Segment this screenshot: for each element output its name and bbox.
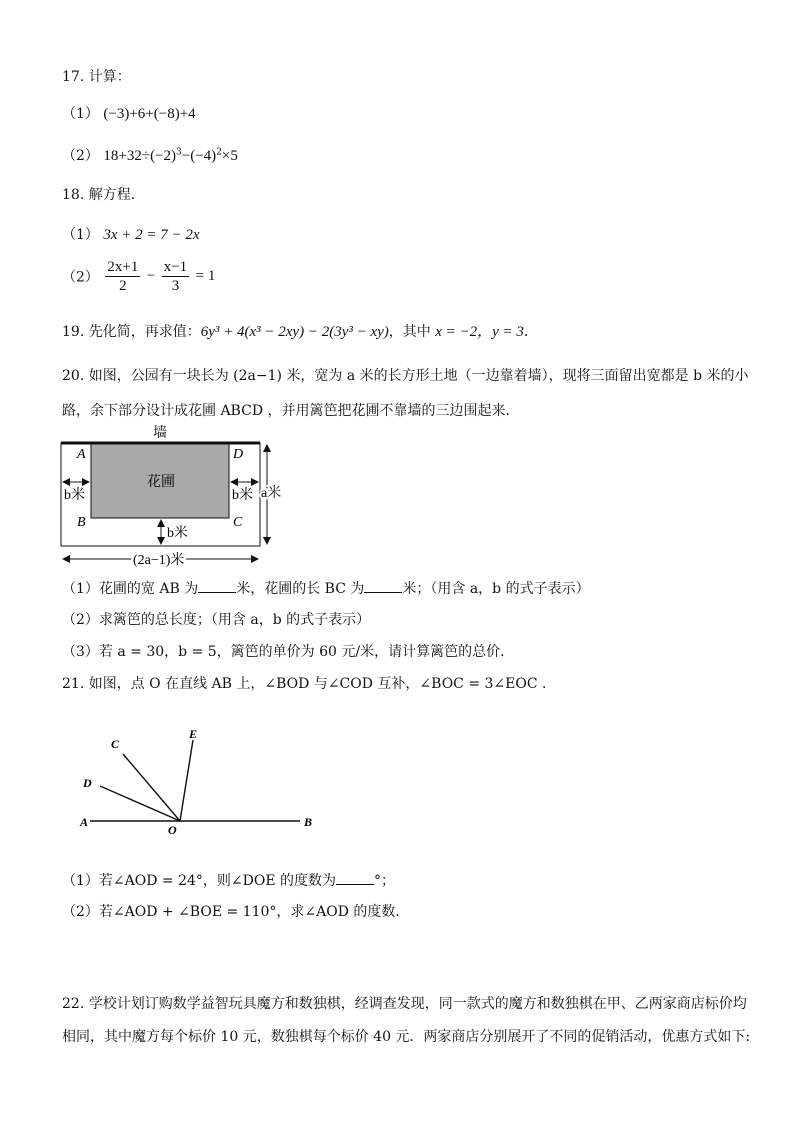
q19-text-a: 19. 先化简，再求值：: [62, 324, 201, 340]
right-width-label: b米: [232, 488, 253, 503]
q17-part1-label: （1）: [62, 106, 99, 122]
q18-fraction-1-denominator: 2: [119, 278, 127, 294]
q20-sub1-b: 米，花圃的长 BC 为: [236, 581, 365, 597]
q18-part1-label: （1）: [62, 227, 99, 243]
point-a-label: A: [80, 815, 89, 829]
answer-blank-ab[interactable]: [198, 580, 236, 593]
q19-text-b: ，其中: [388, 324, 431, 340]
q21-sub1: [62, 870, 395, 890]
point-c-label: C: [111, 737, 120, 751]
q17-header: 17. 计算：: [62, 69, 131, 85]
ray-od: [100, 786, 180, 821]
q18-part1-expr: 3x + 2 = 7 − 2x: [103, 227, 200, 243]
point-d-label: D: [83, 776, 92, 790]
left-width-label: b米: [64, 488, 85, 503]
q18-fraction-2: [162, 258, 189, 295]
q18-fraction-1-numerator: 2x+1: [107, 259, 139, 275]
q21-angle-figure: [70, 720, 330, 840]
q17-part1: [62, 103, 196, 123]
q17-part2: [62, 145, 238, 165]
answer-blank-doe[interactable]: [336, 872, 374, 885]
q21-sub1-a: （1）若∠AOD = 24°，则∠DOE 的度数为: [62, 873, 336, 889]
length-label: (2a−1)米: [133, 553, 185, 568]
ray-oc: [123, 754, 180, 821]
q18-part2-label: （2）: [62, 269, 99, 286]
q18-header: 18. 解方程．: [62, 187, 145, 203]
answer-blank-bc[interactable]: [364, 580, 402, 593]
q20-sub1-a: （1）花圃的宽 AB 为: [62, 581, 199, 597]
q20-sub1-c: 米；（用含 a，b 的式子表示）: [402, 581, 590, 597]
q17-part2-expr-b: −(−4): [181, 148, 217, 164]
wall-label: 墙: [153, 426, 167, 441]
point-b-label: B: [77, 515, 86, 530]
q18-minus: −: [146, 268, 156, 284]
point-a-label: A: [77, 447, 86, 462]
q20-sub3: （3）若 a = 30，b = 5，篱笆的单价为 60 元/米，请计算篱笆的总价．: [62, 644, 515, 660]
q18-rhs: = 1: [195, 268, 216, 284]
q17-part2-exp-b: 2: [216, 147, 222, 158]
q22-line2: 相同，其中魔方每个标价 10 元，数独棋每个标价 40 元．两家商店分别展开了不同的促销活动，优惠方式如下:: [62, 1029, 751, 1045]
q20-garden-figure: [55, 420, 295, 570]
ray-oe: [180, 740, 193, 821]
q21-sub1-b: °；: [374, 873, 395, 889]
q19-condition: x = −2，y = 3: [435, 324, 524, 340]
q21-sub2: （2）若∠AOD + ∠BOE = 110°，求∠AOD 的度数．: [62, 904, 410, 920]
q18-fraction-1: [105, 258, 140, 295]
q20-sub2: （2）求篱笆的总长度；（用含 a，b 的式子表示）: [62, 612, 371, 628]
q17-part2-expr-a: 18+32÷(−2): [103, 148, 177, 164]
point-b-label: B: [304, 815, 313, 829]
q17-part1-expr: (−3)+6+(−8)+4: [103, 106, 196, 122]
q19-end: ．: [523, 324, 538, 340]
point-e-label: E: [189, 727, 198, 741]
q19-expr: 6y³ + 4(x³ − 2xy) − 2(3y³ − xy): [200, 324, 389, 340]
q17-part2-label: （2）: [62, 148, 99, 164]
q19-line: [62, 320, 538, 341]
q21-line1: 21. 如图，点 O 在直线 AB 上，∠BOD 与∠COD 互补，∠BOC = 3∠EOC ．: [62, 676, 557, 692]
q18-part2: [62, 258, 215, 295]
q17-part2-exp-a: 3: [176, 147, 182, 158]
garden-label: 花圃: [147, 475, 175, 490]
q20-line1: 20. 如图，公园有一块长为 (2a−1) 米，宽为 a 米的长方形土地（一边靠着墙），现将三面留出宽都是 b 米的小: [62, 368, 749, 384]
q20-line2: 路，余下部分设计成花圃 ABCD ，并用篱笆把花圃不靠墙的三边围起来．: [62, 403, 520, 419]
q18-fraction-2-denominator: 3: [171, 278, 180, 294]
q18-fraction-2-numerator: x−1: [163, 259, 188, 275]
q22-line1: 22. 学校计划订购数学益智玩具魔方和数独棋，经调查发现，同一款式的魔方和数独棋在甲、乙两家商店标价均: [62, 996, 747, 1012]
point-o-label: O: [168, 823, 177, 837]
bottom-width-label: b米: [167, 526, 188, 541]
q18-part1: [62, 224, 200, 244]
q20-sub1: [62, 578, 590, 598]
point-d-label: D: [233, 447, 244, 462]
q17-part2-expr-c: ×5: [221, 148, 238, 164]
height-label: a米: [261, 486, 282, 501]
point-c-label: C: [233, 515, 243, 530]
